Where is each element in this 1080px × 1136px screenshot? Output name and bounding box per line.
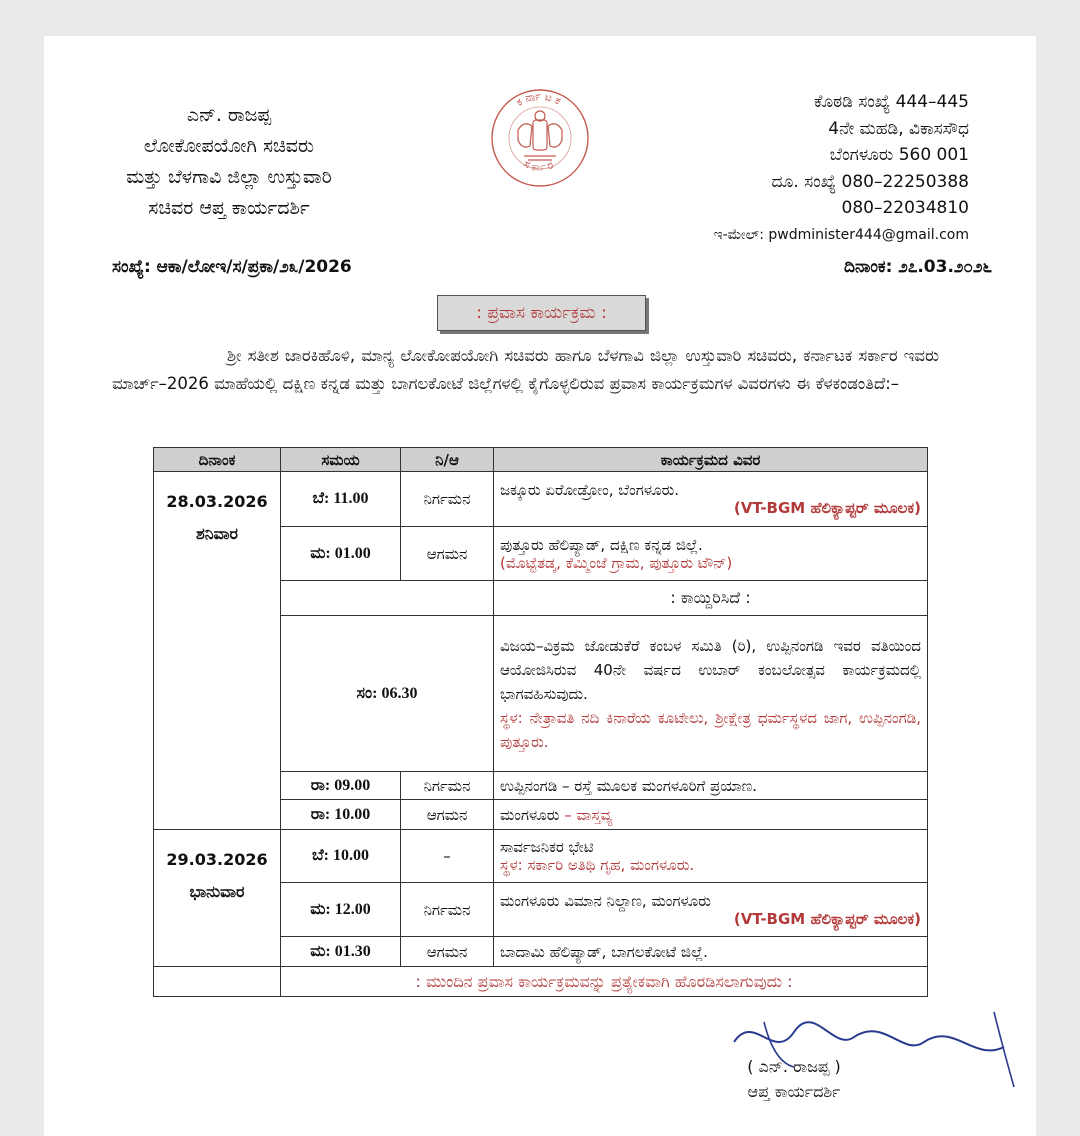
table-row [154, 830, 928, 883]
detail-cell [494, 527, 928, 581]
detail-cell [494, 883, 928, 937]
emblem-top-text: ಕರ್ನಾಟಕ [514, 89, 566, 109]
detail-note: ಸ್ಥಳ: ನೇತ್ರಾವತಿ ನದಿ ಕಿನಾರೆಯ ಕೂಟೇಲು, ಶ್ರೀಕ್ಷೇತ್ರ ಧರ್ಮಸ್ಥಳದ ಜಾಗ, ಉಪ್ಪಿನಂಗಡಿ, ಪುತ್ತೂರು. [500, 708, 921, 751]
detail-text: ಮಂಗಳೂರು [500, 805, 560, 824]
intro-text: ಶ್ರೀ ಸತೀಶ ಜಾರಕಿಹೊಳಿ, ಮಾನ್ಯ ಲೋಕೋಪಯೋಗಿ ಸಚಿವರು ಹಾಗೂ ಬೆಳಗಾವಿ ಜಿಲ್ಲಾ ಉಸ್ತುವಾರಿ ಸಚಿವರು, ಕರ್ನಾಟಕ ಸರ್ಕಾರ ಇವರು ಮಾರ್ಚ್–2026 ಮಾಹೆಯಲ್ಲಿ ದಕ್ಷಿಣ ಕನ್ನಡ ಮತ್ತು ಬಾಗಲಕೋಟೆ ಜಿಲ್ಲೆಗಳಲ್ಲಿ ಕೈಗೊಳ್ಳಲಿರುವ ಪ್ರವಾಸ ಕಾರ್ಯಕ್ರಮಗಳ ವಿವರಗಳು ಈ ಕೆಳಕಂಡಂತಿದೆ:– [112, 346, 939, 393]
table-row [154, 472, 928, 527]
reference-number: ಸಂಖ್ಯೆ: ಆಕಾ/ಲೋಇ/ಸ/ಪ್ರಕಾ/೨೩/2026 [112, 257, 352, 277]
detail-note: (VT-BGM ಹೆಲಿಕ್ಯಾಪ್ಟರ್ ಮೂಲಕ) [733, 499, 921, 517]
footer-note: : ಮುಂದಿನ ಪ್ರವಾಸ ಕಾರ್ಯಕ್ರಮವನ್ನು ಪ್ರತ್ಯೇಕವಾಗಿ ಹೊರಡಿಸಲಾಗುವುದು : [281, 967, 928, 997]
direction-cell: ನಿರ್ಗಮನ [401, 772, 494, 800]
header-details: ಕಾರ್ಯಕ್ರಮದ ವಿವರ [494, 448, 928, 472]
time-cell: ರಾ: 10.00 [281, 800, 401, 830]
schedule-table [153, 447, 928, 997]
karnataka-emblem-icon [488, 84, 592, 192]
header-date: ದಿನಾಂಕ [154, 448, 281, 472]
email-address: ಇ-ಮೇಲ್: pwdminister444@gmail.com [713, 226, 969, 243]
sender-name: ಎನ್. ರಾಜಪ್ಪ [186, 104, 272, 126]
reserved-cell: : ಕಾಯ್ದಿರಿಸಿದೆ : [494, 581, 928, 616]
direction-cell: ನಿರ್ಗಮನ [401, 472, 494, 527]
sender-designation: ಲೋಕೋಪಯೋಗಿ ಸಚಿವರು [143, 135, 315, 157]
signature-block [714, 1054, 874, 1104]
detail-note: (VT-BGM ಹೆಲಿಕ್ಯಾಪ್ಟರ್ ಮೂಲಕ) [733, 909, 921, 928]
day1-date: 28.03.2026 [166, 492, 268, 511]
time-cell: ಸಂ: 06.30 [281, 616, 494, 772]
floor-address: 4ನೇ ಮಹಡಿ, ವಿಕಾಸಸೌಧ [828, 118, 969, 139]
phone-number-2: 080–22034810 [841, 198, 969, 218]
room-number: ಕೊಠಡಿ ಸಂಖ್ಯೆ 444–445 [813, 92, 969, 112]
intro-paragraph [112, 342, 939, 398]
detail-cell [494, 616, 928, 772]
day2-weekday: ಭಾನುವಾರ [189, 882, 245, 901]
time-cell: ಮ: 01.00 [281, 527, 401, 581]
detail-cell [494, 800, 928, 830]
sender-designation-3: ಸಚಿವರ ಆಪ್ತ ಕಾರ್ಯದರ್ಶಿ [148, 197, 310, 219]
detail-note: (ಮೊಟ್ಟೆತಡ್ಕ, ಕೆಮ್ಮಿಂಜೆ ಗ್ರಾಮ, ಪುತ್ತೂರು ಟೌನ್) [500, 553, 733, 572]
direction-cell: ಆಗಮನ [401, 800, 494, 830]
document-title: : ಪ್ರವಾಸ ಕಾರ್ಯಕ್ರಮ : [437, 295, 646, 331]
direction-cell: – [401, 830, 494, 883]
detail-note: ಸ್ಥಳ: ಸರ್ಕಾರಿ ಅತಿಥಿ ಗೃಹ, ಮಂಗಳೂರು. [500, 856, 695, 874]
detail-text: ಉಪ್ಪಿನಂಗಡಿ – ರಸ್ತೆ ಮೂಲಕ ಮಂಗಳೂರಿಗೆ ಪ್ರಯಾಣ. [494, 772, 928, 800]
signatory-title: ಆಪ್ತ ಕಾರ್ಯದರ್ಶಿ [747, 1082, 841, 1101]
detail-note: – ವಾಸ್ತವ್ಯ [559, 805, 613, 824]
time-cell: ಮ: 12.00 [281, 883, 401, 937]
sender-designation-2: ಮತ್ತು ಬೆಳಗಾವಿ ಜಿಲ್ಲಾ ಉಸ್ತುವಾರಿ [126, 166, 332, 188]
day2-date: 29.03.2026 [166, 850, 268, 869]
direction-cell: ನಿರ್ಗಮನ [401, 883, 494, 937]
signatory-name: ( ಎನ್. ರಾಜಪ್ಪ ) [747, 1057, 841, 1076]
detail-text: ಬಾದಾಮಿ ಹೆಲಿಪ್ಯಾಡ್, ಬಾಗಲಕೋಟೆ ಜಿಲ್ಲೆ. [494, 937, 928, 967]
header-direction: ನಿ/ಆ [401, 448, 494, 472]
letter-date: ದಿನಾಂಕ: ೨೭.03.೨೦೨೬ [843, 257, 992, 277]
detail-text: ವಿಜಯ–ವಿಕ್ರಮ ಜೋಡುಕೆರೆ ಕಂಬಳ ಸಮಿತಿ (ರಿ), ಉಪ್ಪಿನಂಗಡಿ ಇವರ ವತಿಯಿಂದ ಆಯೋಜಿಸಿರುವ 40ನೇ ವರ್ಷದ ಉಬಾರ್ ಕಂಬಲೋತ್ಸವ ಕಾರ್ಯಕ್ರಮದಲ್ಲಿ ಭಾಗವಹಿಸುವುದು. [500, 636, 921, 703]
day2-date-cell [154, 830, 281, 967]
time-cell: ಮ: 01.30 [281, 937, 401, 967]
sender-block [44, 100, 414, 224]
time-cell: ಬೆ: 11.00 [281, 472, 401, 527]
detail-text: ಸಾರ್ವಜನಿಕರ ಭೇಟಿ [500, 838, 594, 856]
direction-cell: ಆಗಮನ [401, 937, 494, 967]
day1-weekday: ಶನಿವಾರ [195, 524, 239, 543]
city-pincode: ಬೆಂಗಳೂರು 560 001 [829, 145, 969, 165]
day1-date-cell [154, 472, 281, 830]
header-time: ಸಮಯ [281, 448, 401, 472]
address-block [714, 89, 969, 248]
detail-text: ಮಂಗಳೂರು ವಿಮಾನ ನಿಲ್ದಾಣ, ಮಂಗಳೂರು [500, 891, 711, 910]
table-row [154, 967, 928, 997]
svg-text:ಕರ್ನಾಟಕ [514, 89, 566, 109]
letter-page [44, 36, 1036, 1136]
time-cell: ರಾ: 09.00 [281, 772, 401, 800]
detail-cell [494, 472, 928, 527]
detail-text: ಜಕ್ಕೂರು ಏರೋಡ್ರೋಂ, ಬೆಂಗಳೂರು. [500, 481, 680, 499]
direction-cell: ಆಗಮನ [401, 527, 494, 581]
time-cell: ಬೆ: 10.00 [281, 830, 401, 883]
emblem-bottom-text: ಸರ್ಕಾರ [521, 157, 559, 174]
table-header-row [154, 448, 928, 472]
phone-number-1: ದೂ. ಸಂಖ್ಯೆ 080–22250388 [771, 171, 969, 192]
detail-cell [494, 830, 928, 883]
detail-text: ಪುತ್ತೂರು ಹೆಲಿಪ್ಯಾಡ್, ದಕ್ಷಿಣ ಕನ್ನಡ ಜಿಲ್ಲೆ. [500, 535, 703, 554]
